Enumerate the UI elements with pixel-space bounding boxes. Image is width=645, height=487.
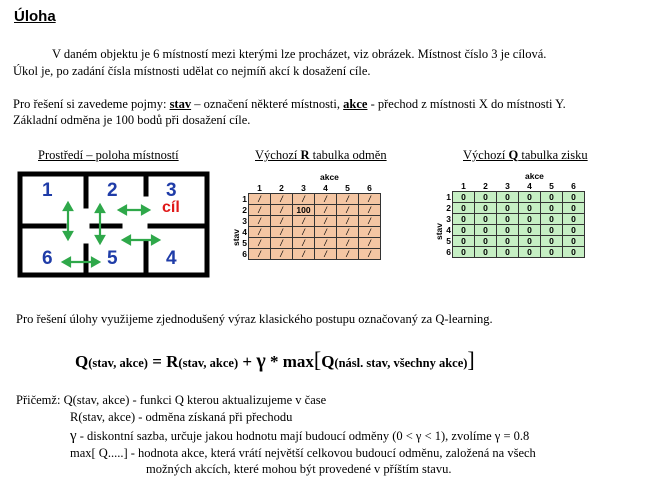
eq-lbracket: [ [313,347,322,372]
q-table-cell: 0 [475,247,497,258]
r-table-cell: / [293,216,315,227]
r-table-cell: / [249,205,271,216]
r-table-cell: / [315,249,337,260]
caption-r-table [255,147,387,163]
q-table-col-header: 2 [483,180,488,191]
room-1: 1 [42,180,53,201]
q-table-row-header: 4 [446,225,451,235]
q-table-cell: 0 [453,236,475,247]
explain-gamma: - diskontní sazba, určuje jakou hodnotu mají budoucí odměny (0 < γ < 1), zvolíme γ = 0.8 [76,429,530,443]
r-table-cell: / [271,216,293,227]
arrow-head-5b [123,236,130,244]
q-table-cell: 0 [541,214,563,225]
q-table-cell: 0 [497,225,519,236]
q-table-row [444,247,585,258]
explain-gamma-sym: γ [70,428,77,444]
caption-q-table [463,147,588,163]
r-table-cell: / [315,238,337,249]
r-table-cell: / [293,238,315,249]
q-table-col-header: 4 [527,180,532,191]
r-table-row [240,227,381,238]
q-table-cell: 0 [497,214,519,225]
arrow-head-6b [63,258,70,266]
r-table-cell: / [249,216,271,227]
caption-q-post: tabulka zisku [518,148,588,162]
r-table-cell: / [271,205,293,216]
q-table-cell: 0 [519,236,541,247]
q-table [444,180,585,258]
q-table-row [444,225,585,236]
arrow-head-4 [152,236,159,244]
r-table-cell: / [337,205,359,216]
r-table-row-header: 6 [242,249,247,259]
q-table-cell: 0 [497,247,519,258]
r-table [240,182,381,260]
term-stav-desc: – označení některé místnosti, [191,97,344,111]
q-table-row [444,214,585,225]
r-table-cell: / [359,216,381,227]
q-table-cell: 0 [519,225,541,236]
q-table-cell: 0 [541,236,563,247]
r-table-cell: / [315,194,337,205]
q-table-cell: 0 [497,236,519,247]
r-table-col-header: 3 [301,182,306,193]
q-table-row-header: 1 [446,192,451,202]
r-table-col-label: akce [320,172,339,182]
q-table-cell: 0 [541,203,563,214]
q-table-cell: 0 [475,236,497,247]
arrow-head-2 [96,205,104,212]
terms-prefix: Pro řešení si zavedeme pojmy: [13,97,170,111]
q-table-cell: 0 [541,247,563,258]
r-table-row [240,249,381,260]
r-table-cell: / [315,216,337,227]
q-table-cell: 0 [453,203,475,214]
q-table-header-row [444,180,585,192]
r-table-cell: / [315,205,337,216]
eq-rbracket: ] [467,347,475,372]
explain-q-line [16,392,326,408]
r-table-corner [240,182,249,194]
q-table-cell: 0 [475,225,497,236]
r-table-row-header: 4 [242,227,247,237]
room-3: 3 [166,180,177,201]
q-table-cell: 0 [453,192,475,203]
q-table-row [444,192,585,203]
goal-label: cíl [162,199,180,216]
r-table-header-row [240,182,381,194]
q-table-cell: 0 [563,225,585,236]
r-table-row [240,238,381,249]
intro-line-1: V daném objektu je 6 místností mezi kterými lze procházet, viz obrázek. Místnost číslo 3 je cílová. [52,47,547,61]
q-table-cell: 0 [519,192,541,203]
eq-equals: = [147,352,167,371]
room-2: 2 [107,180,118,201]
r-table-cell: / [337,238,359,249]
r-table-cell: / [337,227,359,238]
eq-plus: + [238,352,257,371]
r-table-cell: / [359,227,381,238]
r-table-row [240,194,381,205]
caption-environment: Prostředí – poloha místností [38,148,179,162]
r-table-col-header: 1 [257,182,262,193]
q-table-cell: 0 [519,247,541,258]
r-table-row [240,216,381,227]
r-table-cell: / [249,194,271,205]
r-table-col-header: 4 [323,182,328,193]
q-table-col-header: 5 [549,180,554,191]
qlearning-intro: Pro řešení úlohy využijeme zjednodušený výraz klasického postupu označovaný za Q-learning. [16,312,493,326]
r-table-cell: 100 [293,205,315,216]
room-4: 4 [166,248,177,269]
caption-q-pre: Výchozí [463,148,509,162]
arrow-head-5c [92,258,99,266]
q-table-col-header: 3 [505,180,510,191]
r-table-row-label: stav [231,228,241,246]
eq-max: max [282,352,314,371]
q-table-cell: 0 [519,203,541,214]
q-table-cell: 0 [563,214,585,225]
q-table-cell: 0 [453,225,475,236]
r-table-cell: / [337,216,359,227]
q-table-corner [444,180,453,192]
r-table-cell: / [359,205,381,216]
r-table-row-header: 5 [242,238,247,248]
eq-q2: Q [321,352,335,371]
r-table-cell: / [315,227,337,238]
q-table-row-header: 6 [446,247,451,257]
r-table-cell: / [337,249,359,260]
q-table-row [444,203,585,214]
arrow-head-3 [142,206,149,214]
r-table-cell: / [271,238,293,249]
room-5: 5 [107,248,118,269]
q-table-row-header: 5 [446,236,451,246]
caption-r-post: tabulka odměn [309,148,387,162]
eq-r-args: (stav, akce) [178,356,239,370]
r-table-cell: / [359,194,381,205]
explain-gamma-line [70,428,529,444]
r-table-cell: / [359,238,381,249]
explain-max-line-2: možných akcích, které mohou být provedené v příštím stavu. [146,462,452,476]
q-table-cell: 0 [453,247,475,258]
r-table-row-header: 2 [242,205,247,215]
q-table-row [444,236,585,247]
r-table-cell: / [249,238,271,249]
r-table-col-header: 2 [279,182,284,193]
q-table-cell: 0 [519,214,541,225]
explain-max-line-1: max[ Q.....] - hodnota akce, která vrátí největší celkovou budoucí odměnu, založená na všech [70,446,536,460]
q-table-cell: 0 [541,225,563,236]
q-learning-equation [75,347,475,373]
q-table-cell: 0 [563,247,585,258]
q-table-col-header: 1 [461,180,466,191]
r-table-col-header: 6 [367,182,372,193]
r-table-cell: / [359,249,381,260]
q-table-row-header: 2 [446,203,451,213]
r-table-cell: / [293,194,315,205]
r-table-cell: / [249,249,271,260]
r-table-cell: / [337,194,359,205]
room-6: 6 [42,248,53,269]
r-table-cell: / [249,227,271,238]
q-table-cell: 0 [475,192,497,203]
page-title: Úloha [14,8,56,25]
r-table-row-header: 1 [242,194,247,204]
q-table-row-header: 3 [446,214,451,224]
terms-line-2: Základní odměna je 100 bodů při dosažení cíle. [13,113,251,127]
r-table-cell: / [271,249,293,260]
r-table-cell: / [271,194,293,205]
q-table-cell: 0 [563,236,585,247]
r-table-row-header: 3 [242,216,247,226]
intro-line-2: Úkol je, po zadání čísla místnosti udělat co nejmíň akcí k dosažení cíle. [13,64,371,78]
q-table-cell: 0 [475,203,497,214]
q-table-cell: 0 [497,203,519,214]
q-table-row-label: stav [434,222,444,240]
q-table-col-header: 6 [571,180,576,191]
q-table-cell: 0 [453,214,475,225]
arrow-head-5 [96,236,104,243]
eq-q-args: (stav, akce) [88,356,148,370]
term-stav: stav [169,97,192,111]
eq-q: Q [75,352,89,371]
q-table-cell: 0 [541,192,563,203]
terms-line-1 [13,96,566,112]
eq-r: R [166,352,179,371]
r-table-cell: / [293,227,315,238]
q-table-cell: 0 [497,192,519,203]
r-table-row [240,205,381,216]
explain-q: Q(stav, akce) - funkci Q kterou aktualizujeme v čase [60,393,327,407]
explain-prefix: Přičemž: [16,393,61,407]
q-table-cell: 0 [563,192,585,203]
eq-gamma: γ [256,350,266,372]
r-table-cell: / [271,227,293,238]
arrow-head-6 [64,232,72,239]
term-akce: akce [343,97,368,111]
q-table-col-label: akce [525,171,544,181]
arrow-head-2b [119,206,126,214]
term-akce-desc: - přechod z místnosti X do místnosti Y. [367,97,566,111]
eq-times: * [265,352,283,371]
caption-r-pre: Výchozí [255,148,301,162]
explain-r-line: R(stav, akce) - odměna získaná při přechodu [70,410,293,424]
caption-r-letter: R [300,148,310,162]
eq-q2-args: (násl. stav, všechny akce) [334,356,468,370]
r-table-cell: / [293,249,315,260]
q-table-cell: 0 [475,214,497,225]
caption-q-letter: Q [508,148,519,162]
q-table-cell: 0 [563,203,585,214]
r-table-col-header: 5 [345,182,350,193]
arrow-head-1 [64,203,72,210]
